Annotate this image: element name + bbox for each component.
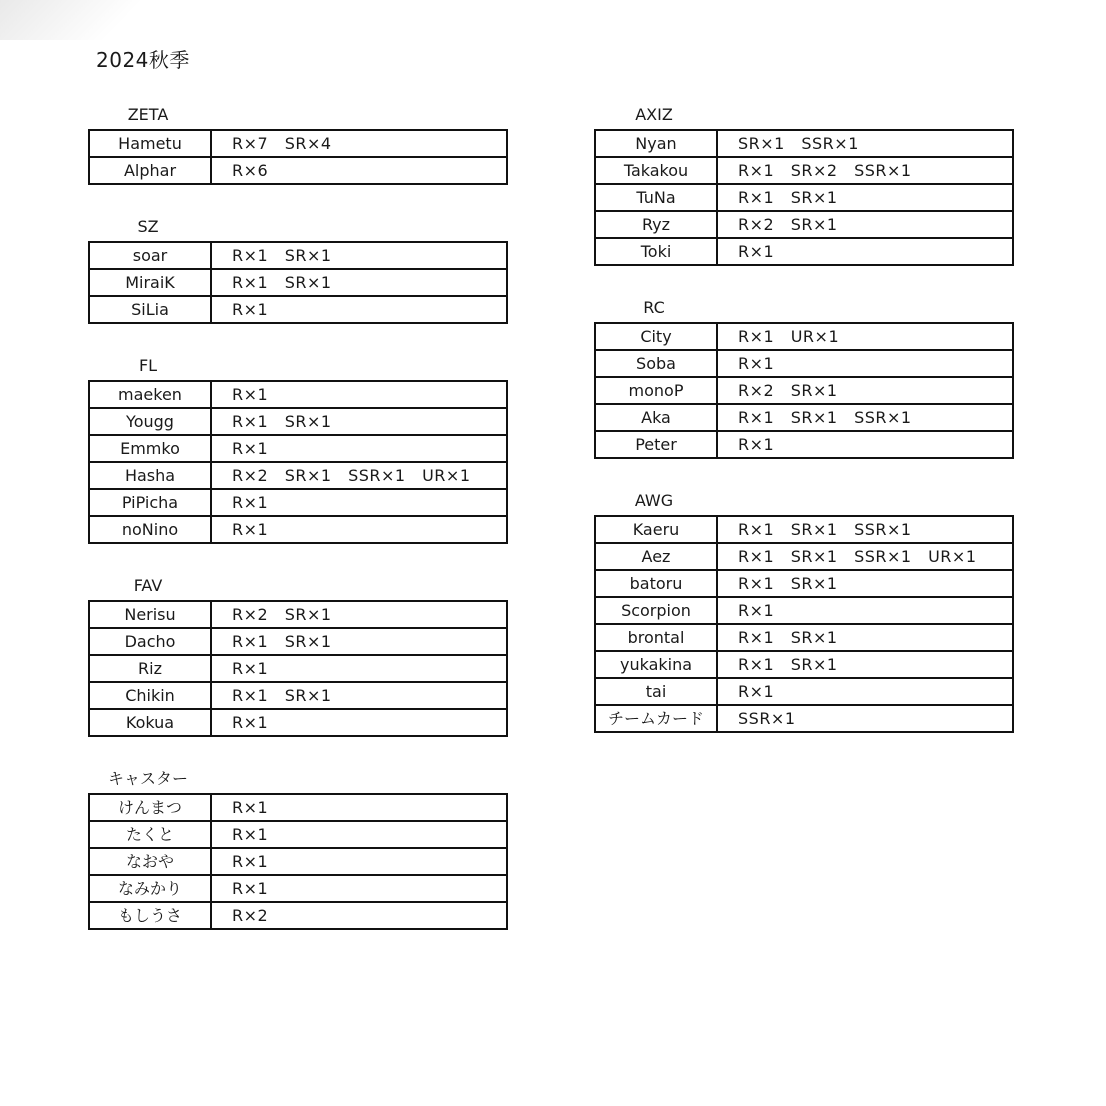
table-row — [89, 157, 507, 184]
roster-table — [88, 380, 508, 544]
player-name: batoru — [595, 570, 717, 597]
card-counts: R×2 SR×1 — [717, 211, 1013, 238]
player-name: TuNa — [595, 184, 717, 211]
card-counts: R×1 — [211, 296, 507, 323]
player-name: maeken — [89, 381, 211, 408]
card-counts: R×6 — [211, 157, 507, 184]
table-row — [595, 705, 1013, 732]
table-row — [595, 350, 1013, 377]
card-counts: R×1 SR×1 — [211, 682, 507, 709]
player-name: Kaeru — [595, 516, 717, 543]
player-name: Ryz — [595, 211, 717, 238]
table-row — [89, 269, 507, 296]
team-block — [88, 103, 508, 185]
card-counts: R×2 SR×1 SSR×1 UR×1 — [211, 462, 507, 489]
card-counts: R×1 — [211, 381, 507, 408]
card-counts: R×1 — [717, 431, 1013, 458]
card-counts: R×1 — [211, 435, 507, 462]
table-row — [89, 875, 507, 902]
team-block — [88, 574, 508, 737]
table-row — [89, 821, 507, 848]
card-counts: R×1 — [717, 350, 1013, 377]
player-name: なみかり — [89, 875, 211, 902]
card-counts: R×1 UR×1 — [717, 323, 1013, 350]
card-counts: R×7 SR×4 — [211, 130, 507, 157]
card-counts: R×1 — [211, 655, 507, 682]
table-row — [89, 408, 507, 435]
card-counts: R×1 SR×1 — [211, 269, 507, 296]
card-counts: R×1 SR×1 — [717, 184, 1013, 211]
team-name: AWG — [634, 491, 674, 510]
table-row — [89, 902, 507, 929]
card-counts: R×1 — [211, 516, 507, 543]
player-name: チームカード — [595, 705, 717, 732]
player-name: monoP — [595, 377, 717, 404]
table-row — [89, 381, 507, 408]
card-counts: R×1 SR×1 — [717, 570, 1013, 597]
player-name: yukakina — [595, 651, 717, 678]
table-row — [89, 296, 507, 323]
team-block — [88, 767, 508, 930]
table-row — [89, 242, 507, 269]
table-row — [89, 601, 507, 628]
player-name: SiLia — [89, 296, 211, 323]
table-row — [595, 404, 1013, 431]
table-row — [89, 682, 507, 709]
table-row — [89, 794, 507, 821]
card-counts: R×2 SR×1 — [211, 601, 507, 628]
card-counts: R×1 — [211, 821, 507, 848]
player-name: Hasha — [89, 462, 211, 489]
table-row — [595, 377, 1013, 404]
player-name: Dacho — [89, 628, 211, 655]
table-row — [89, 628, 507, 655]
card-counts: R×2 SR×1 — [717, 377, 1013, 404]
team-name: FAV — [133, 576, 163, 595]
player-name: brontal — [595, 624, 717, 651]
table-row — [595, 211, 1013, 238]
card-counts: R×1 SR×1 — [717, 651, 1013, 678]
player-name: Yougg — [89, 408, 211, 435]
roster-table — [88, 600, 508, 737]
player-name: なおや — [89, 848, 211, 875]
player-name: Nerisu — [89, 601, 211, 628]
team-name: SZ — [137, 217, 159, 236]
table-row — [595, 651, 1013, 678]
card-counts: R×1 — [717, 597, 1013, 624]
left-column — [88, 103, 508, 960]
player-name: Kokua — [89, 709, 211, 736]
card-counts: R×1 SR×2 SSR×1 — [717, 157, 1013, 184]
player-name: Toki — [595, 238, 717, 265]
table-row — [89, 435, 507, 462]
player-name: Peter — [595, 431, 717, 458]
player-name: Soba — [595, 350, 717, 377]
table-row — [89, 848, 507, 875]
right-column — [594, 103, 1014, 763]
table-row — [595, 516, 1013, 543]
player-name: City — [595, 323, 717, 350]
table-row — [89, 462, 507, 489]
card-counts: R×1 SR×1 SSR×1 — [717, 516, 1013, 543]
roster-table — [594, 515, 1014, 733]
table-row — [595, 570, 1013, 597]
player-name: soar — [89, 242, 211, 269]
table-row — [595, 678, 1013, 705]
table-row — [89, 516, 507, 543]
player-name: PiPicha — [89, 489, 211, 516]
team-name: ZETA — [127, 105, 169, 124]
player-name: Alphar — [89, 157, 211, 184]
player-name: MiraiK — [89, 269, 211, 296]
team-block — [594, 103, 1014, 266]
team-block — [594, 489, 1014, 733]
table-row — [89, 489, 507, 516]
player-name: noNino — [89, 516, 211, 543]
player-name: Scorpion — [595, 597, 717, 624]
roster-table — [88, 241, 508, 324]
card-counts: R×1 — [211, 848, 507, 875]
roster-table — [88, 129, 508, 185]
table-row — [595, 238, 1013, 265]
card-counts: R×1 — [211, 709, 507, 736]
player-name: Hametu — [89, 130, 211, 157]
card-counts: R×1 SR×1 SSR×1 — [717, 404, 1013, 431]
player-name: tai — [595, 678, 717, 705]
card-counts: R×1 SR×1 — [211, 242, 507, 269]
table-row — [595, 184, 1013, 211]
roster-table — [88, 793, 508, 930]
table-row — [89, 130, 507, 157]
table-row — [595, 130, 1013, 157]
player-name: Riz — [89, 655, 211, 682]
player-name: Emmko — [89, 435, 211, 462]
team-name: AXIZ — [635, 105, 673, 124]
team-name: キャスター — [107, 769, 188, 788]
player-name: たくと — [89, 821, 211, 848]
table-row — [89, 655, 507, 682]
table-row — [595, 597, 1013, 624]
player-name: Takakou — [595, 157, 717, 184]
card-counts: R×1 SR×1 SSR×1 UR×1 — [717, 543, 1013, 570]
card-counts: R×2 — [211, 902, 507, 929]
table-row — [595, 543, 1013, 570]
card-counts: R×1 — [211, 875, 507, 902]
table-row — [595, 431, 1013, 458]
page-title: 2024秋季 — [96, 48, 190, 72]
card-counts: R×1 — [211, 794, 507, 821]
player-name: けんまつ — [89, 794, 211, 821]
team-name: RC — [643, 298, 665, 317]
table-row — [89, 709, 507, 736]
card-counts: R×1 SR×1 — [717, 624, 1013, 651]
table-row — [595, 624, 1013, 651]
player-name: Aez — [595, 543, 717, 570]
card-counts: R×1 — [717, 678, 1013, 705]
roster-table — [594, 322, 1014, 459]
card-counts: SR×1 SSR×1 — [717, 130, 1013, 157]
table-row — [595, 323, 1013, 350]
card-counts: SSR×1 — [717, 705, 1013, 732]
team-block — [88, 215, 508, 324]
card-counts: R×1 SR×1 — [211, 628, 507, 655]
table-row — [595, 157, 1013, 184]
page-corner-shadow — [0, 0, 200, 40]
card-counts: R×1 — [211, 489, 507, 516]
player-name: Chikin — [89, 682, 211, 709]
player-name: Aka — [595, 404, 717, 431]
player-name: Nyan — [595, 130, 717, 157]
team-name: FL — [138, 356, 158, 375]
roster-table — [594, 129, 1014, 266]
card-counts: R×1 SR×1 — [211, 408, 507, 435]
team-block — [594, 296, 1014, 459]
team-block — [88, 354, 508, 544]
card-counts: R×1 — [717, 238, 1013, 265]
player-name: もしうさ — [89, 902, 211, 929]
